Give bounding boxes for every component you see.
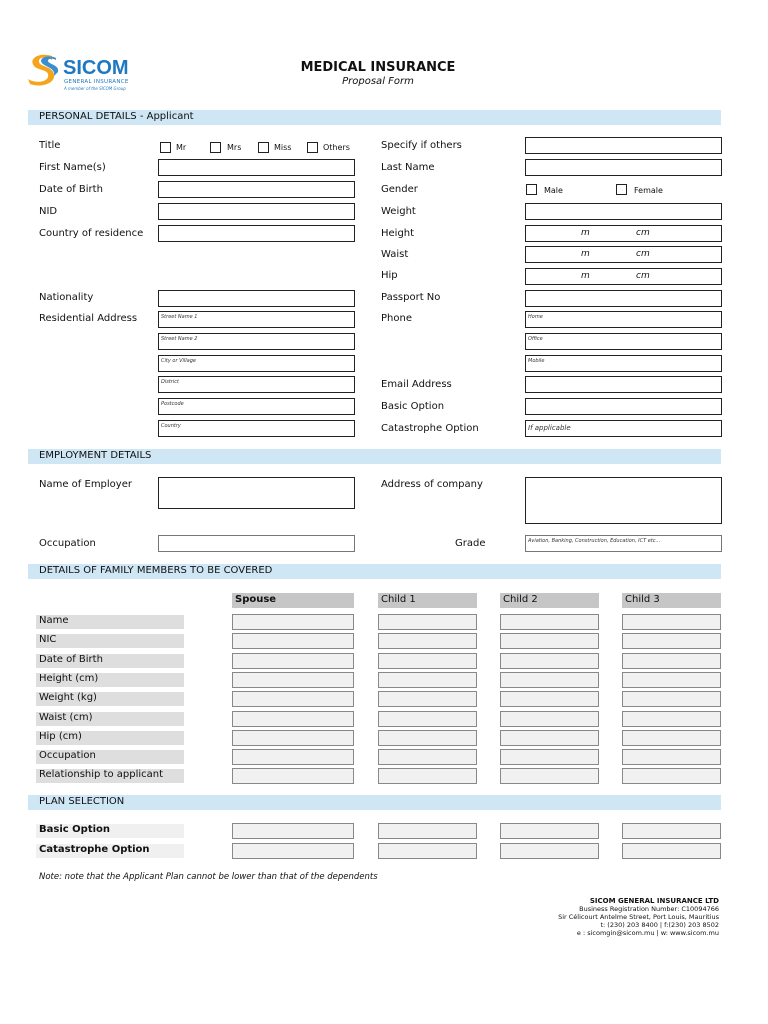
checkbox-mrs[interactable] bbox=[210, 142, 221, 153]
family-row-label bbox=[36, 634, 184, 648]
column-header-child-2 bbox=[500, 593, 599, 608]
family-input-cell[interactable] bbox=[500, 730, 599, 746]
phone-home-field[interactable] bbox=[525, 311, 722, 328]
plan-input-cell[interactable] bbox=[378, 823, 477, 839]
field-hint: Postcode bbox=[161, 401, 184, 407]
family-input-cell[interactable] bbox=[232, 691, 354, 707]
plan-input-cell[interactable] bbox=[500, 843, 599, 859]
footer bbox=[558, 897, 719, 937]
section-family-members bbox=[28, 564, 721, 579]
title-option-miss: Miss bbox=[274, 143, 292, 152]
column-header-spouse bbox=[232, 593, 354, 608]
family-input-cell[interactable] bbox=[622, 691, 721, 707]
height-label: Height bbox=[381, 228, 415, 239]
family-row-label bbox=[36, 615, 184, 629]
field-hint: Mobile bbox=[528, 358, 545, 364]
grade-label: Grade bbox=[455, 538, 486, 549]
family-input-cell[interactable] bbox=[500, 711, 599, 727]
family-row-label bbox=[36, 731, 184, 745]
field-hint: Office bbox=[528, 336, 543, 342]
unit-m: m bbox=[581, 249, 590, 259]
row-label-text: Date of Birth bbox=[39, 653, 103, 665]
checkbox-female[interactable] bbox=[616, 184, 627, 195]
family-input-cell[interactable] bbox=[622, 672, 721, 688]
plan-row-label bbox=[36, 824, 184, 838]
logo-name: SICOM bbox=[63, 57, 129, 79]
footer-phone: t: (230) 203 8400 | f:(230) 203 8502 bbox=[600, 921, 719, 929]
phone-mobile-field[interactable] bbox=[525, 355, 722, 372]
gender-label: Gender bbox=[381, 184, 418, 195]
row-label-text: Occupation bbox=[39, 750, 96, 762]
email-label: Email Address bbox=[381, 379, 452, 390]
section-title: PLAN SELECTION bbox=[39, 796, 125, 807]
family-input-cell[interactable] bbox=[500, 653, 599, 669]
field-hint: Street Name 1 bbox=[161, 314, 198, 320]
row-label-text: Catastrophe Option bbox=[39, 844, 150, 855]
field-hint: Street Name 2 bbox=[161, 336, 198, 342]
row-label-text: Hip (cm) bbox=[39, 730, 82, 742]
section-plan-selection bbox=[28, 795, 721, 810]
field-hint: Aviation, Banking, Construction, Education, ICT etc... bbox=[528, 538, 661, 544]
family-input-cell[interactable] bbox=[232, 768, 354, 784]
address-country-field[interactable] bbox=[158, 420, 355, 437]
address-street2-field[interactable] bbox=[158, 333, 355, 350]
family-input-cell[interactable] bbox=[378, 711, 477, 727]
column-header-child-3 bbox=[622, 593, 721, 608]
footer-brn: Business Registration Number: C10094766 bbox=[579, 905, 719, 913]
checkbox-miss[interactable] bbox=[258, 142, 269, 153]
waist-label: Waist bbox=[381, 249, 409, 260]
unit-m: m bbox=[581, 228, 590, 238]
plan-input-cell[interactable] bbox=[622, 843, 721, 859]
grade-field[interactable] bbox=[525, 535, 722, 552]
logo-line1: GENERAL INSURANCE bbox=[64, 79, 129, 85]
family-input-cell[interactable] bbox=[500, 768, 599, 784]
family-input-cell[interactable] bbox=[378, 614, 477, 630]
company-address-field[interactable] bbox=[525, 477, 722, 524]
occupation-field[interactable] bbox=[158, 535, 355, 552]
column-label: Child 1 bbox=[381, 594, 416, 605]
title-option-mrs: Mrs bbox=[227, 143, 242, 152]
basic-option-field[interactable] bbox=[525, 398, 722, 415]
weight-field[interactable] bbox=[525, 203, 722, 220]
plan-note: Note: note that the Applicant Plan cannot be lower than that of the dependents bbox=[39, 872, 378, 882]
family-row-label bbox=[36, 750, 184, 764]
section-title: DETAILS OF FAMILY MEMBERS TO BE COVERED bbox=[39, 565, 273, 576]
column-label: Spouse bbox=[235, 594, 277, 605]
family-row-label bbox=[36, 673, 184, 687]
phone-office-field[interactable] bbox=[525, 333, 722, 350]
first-name-field[interactable] bbox=[158, 159, 355, 176]
family-input-cell[interactable] bbox=[622, 653, 721, 669]
last-name-label: Last Name bbox=[381, 162, 435, 173]
column-label: Child 3 bbox=[625, 594, 660, 605]
checkbox-mr[interactable] bbox=[160, 142, 171, 153]
catastrophe-option-field[interactable] bbox=[525, 420, 722, 437]
title-option-others: Others bbox=[323, 143, 350, 152]
section-title: EMPLOYMENT DETAILS bbox=[39, 450, 152, 461]
row-label-text: Name bbox=[39, 615, 69, 626]
family-input-cell[interactable] bbox=[232, 730, 354, 746]
weight-label: Weight bbox=[381, 206, 416, 217]
family-input-cell[interactable] bbox=[232, 614, 354, 630]
footer-company: SICOM GENERAL INSURANCE LTD bbox=[589, 897, 719, 905]
company-address-label: Address of company bbox=[381, 479, 483, 490]
nationality-field[interactable] bbox=[158, 290, 355, 307]
catastrophe-option-label: Catastrophe Option bbox=[381, 423, 479, 434]
family-input-cell[interactable] bbox=[500, 614, 599, 630]
hip-field[interactable] bbox=[525, 268, 722, 285]
hip-label: Hip bbox=[381, 270, 398, 281]
passport-label: Passport No bbox=[381, 292, 441, 303]
field-hint: Home bbox=[528, 314, 543, 320]
nid-label: NID bbox=[39, 206, 58, 217]
column-label: Child 2 bbox=[503, 594, 538, 605]
plan-input-cell[interactable] bbox=[622, 823, 721, 839]
basic-option-label: Basic Option bbox=[381, 401, 445, 412]
row-label-text: Relationship to applicant bbox=[39, 769, 164, 781]
family-input-cell[interactable] bbox=[622, 749, 721, 765]
column-header-child-1 bbox=[378, 593, 477, 608]
row-label-text: Weight (kg) bbox=[39, 692, 97, 704]
family-input-cell[interactable] bbox=[378, 768, 477, 784]
title-option-mr: Mr bbox=[176, 143, 187, 152]
unit-m: m bbox=[581, 271, 590, 281]
specify-others-field[interactable] bbox=[525, 137, 722, 154]
family-input-cell[interactable] bbox=[232, 633, 354, 649]
country-label: Country of residence bbox=[39, 228, 144, 239]
passport-field[interactable] bbox=[525, 290, 722, 307]
nationality-label: Nationality bbox=[39, 292, 94, 303]
title-label: Title bbox=[39, 140, 61, 151]
family-input-cell[interactable] bbox=[622, 633, 721, 649]
section-employment-details bbox=[28, 449, 721, 464]
field-hint: District bbox=[161, 379, 179, 385]
unit-cm: cm bbox=[636, 228, 650, 238]
first-name-label: First Name(s) bbox=[39, 162, 106, 173]
plan-input-cell[interactable] bbox=[232, 843, 354, 859]
family-input-cell[interactable] bbox=[232, 653, 354, 669]
dob-field[interactable] bbox=[158, 181, 355, 198]
family-row-label bbox=[36, 712, 184, 726]
email-field[interactable] bbox=[525, 376, 722, 393]
family-input-cell[interactable] bbox=[622, 730, 721, 746]
gender-option-male: Male bbox=[544, 186, 563, 195]
family-input-cell[interactable] bbox=[622, 711, 721, 727]
field-hint: City or Village bbox=[161, 358, 196, 364]
dob-label: Date of Birth bbox=[39, 184, 103, 195]
address-district-field[interactable] bbox=[158, 376, 355, 393]
height-field[interactable] bbox=[525, 225, 722, 242]
checkbox-others[interactable] bbox=[307, 142, 318, 153]
section-personal-details bbox=[28, 110, 721, 125]
family-input-cell[interactable] bbox=[378, 633, 477, 649]
family-input-cell[interactable] bbox=[500, 691, 599, 707]
footer-address: Sir Célicourt Antelme Street, Port Louis, Mauritius bbox=[558, 913, 719, 921]
row-label-text: Basic Option bbox=[39, 824, 111, 835]
country-field[interactable] bbox=[158, 225, 355, 242]
specify-others-label: Specify if others bbox=[381, 140, 462, 151]
family-input-cell[interactable] bbox=[622, 768, 721, 784]
family-input-cell[interactable] bbox=[378, 672, 477, 688]
plan-input-cell[interactable] bbox=[378, 843, 477, 859]
plan-input-cell[interactable] bbox=[500, 823, 599, 839]
section-title: PERSONAL DETAILS - Applicant bbox=[39, 111, 194, 122]
checkbox-male[interactable] bbox=[526, 184, 537, 195]
family-input-cell[interactable] bbox=[378, 691, 477, 707]
footer-email: e : sicomgin@sicom.mu | w: www.sicom.mu bbox=[576, 929, 719, 937]
gender-option-female: Female bbox=[634, 186, 663, 195]
page-subtitle: Proposal Form bbox=[342, 76, 414, 87]
employer-label: Name of Employer bbox=[39, 479, 132, 490]
occupation-label: Occupation bbox=[39, 538, 96, 549]
family-input-cell[interactable] bbox=[500, 672, 599, 688]
family-input-cell[interactable] bbox=[232, 672, 354, 688]
row-label-text: NIC bbox=[39, 634, 57, 646]
address-street1-field[interactable] bbox=[158, 311, 355, 328]
family-input-cell[interactable] bbox=[232, 749, 354, 765]
address-city-field[interactable] bbox=[158, 355, 355, 372]
last-name-field[interactable] bbox=[525, 159, 722, 176]
residential-address-label: Residential Address bbox=[39, 313, 138, 324]
family-row-label bbox=[36, 654, 184, 668]
plan-row-label bbox=[36, 844, 184, 858]
field-hint: If applicable bbox=[528, 424, 571, 432]
logo-line2: A member of the SICOM Group bbox=[64, 86, 126, 91]
family-input-cell[interactable] bbox=[500, 749, 599, 765]
nid-field[interactable] bbox=[158, 203, 355, 220]
plan-input-cell[interactable] bbox=[232, 823, 354, 839]
employer-field[interactable] bbox=[158, 477, 355, 509]
page-title: MEDICAL INSURANCE bbox=[300, 60, 456, 75]
family-input-cell[interactable] bbox=[500, 633, 599, 649]
unit-cm: cm bbox=[636, 271, 650, 281]
family-input-cell[interactable] bbox=[378, 749, 477, 765]
family-input-cell[interactable] bbox=[622, 614, 721, 630]
phone-label: Phone bbox=[381, 313, 412, 324]
family-input-cell[interactable] bbox=[232, 711, 354, 727]
family-row-label bbox=[36, 692, 184, 706]
field-hint: Country bbox=[161, 423, 181, 429]
row-label-text: Waist (cm) bbox=[39, 711, 93, 723]
family-input-cell[interactable] bbox=[378, 730, 477, 746]
family-row-label bbox=[36, 769, 184, 783]
family-input-cell[interactable] bbox=[378, 653, 477, 669]
row-label-text: Height (cm) bbox=[39, 672, 99, 684]
address-postcode-field[interactable] bbox=[158, 398, 355, 415]
unit-cm: cm bbox=[636, 249, 650, 259]
waist-field[interactable] bbox=[525, 246, 722, 263]
